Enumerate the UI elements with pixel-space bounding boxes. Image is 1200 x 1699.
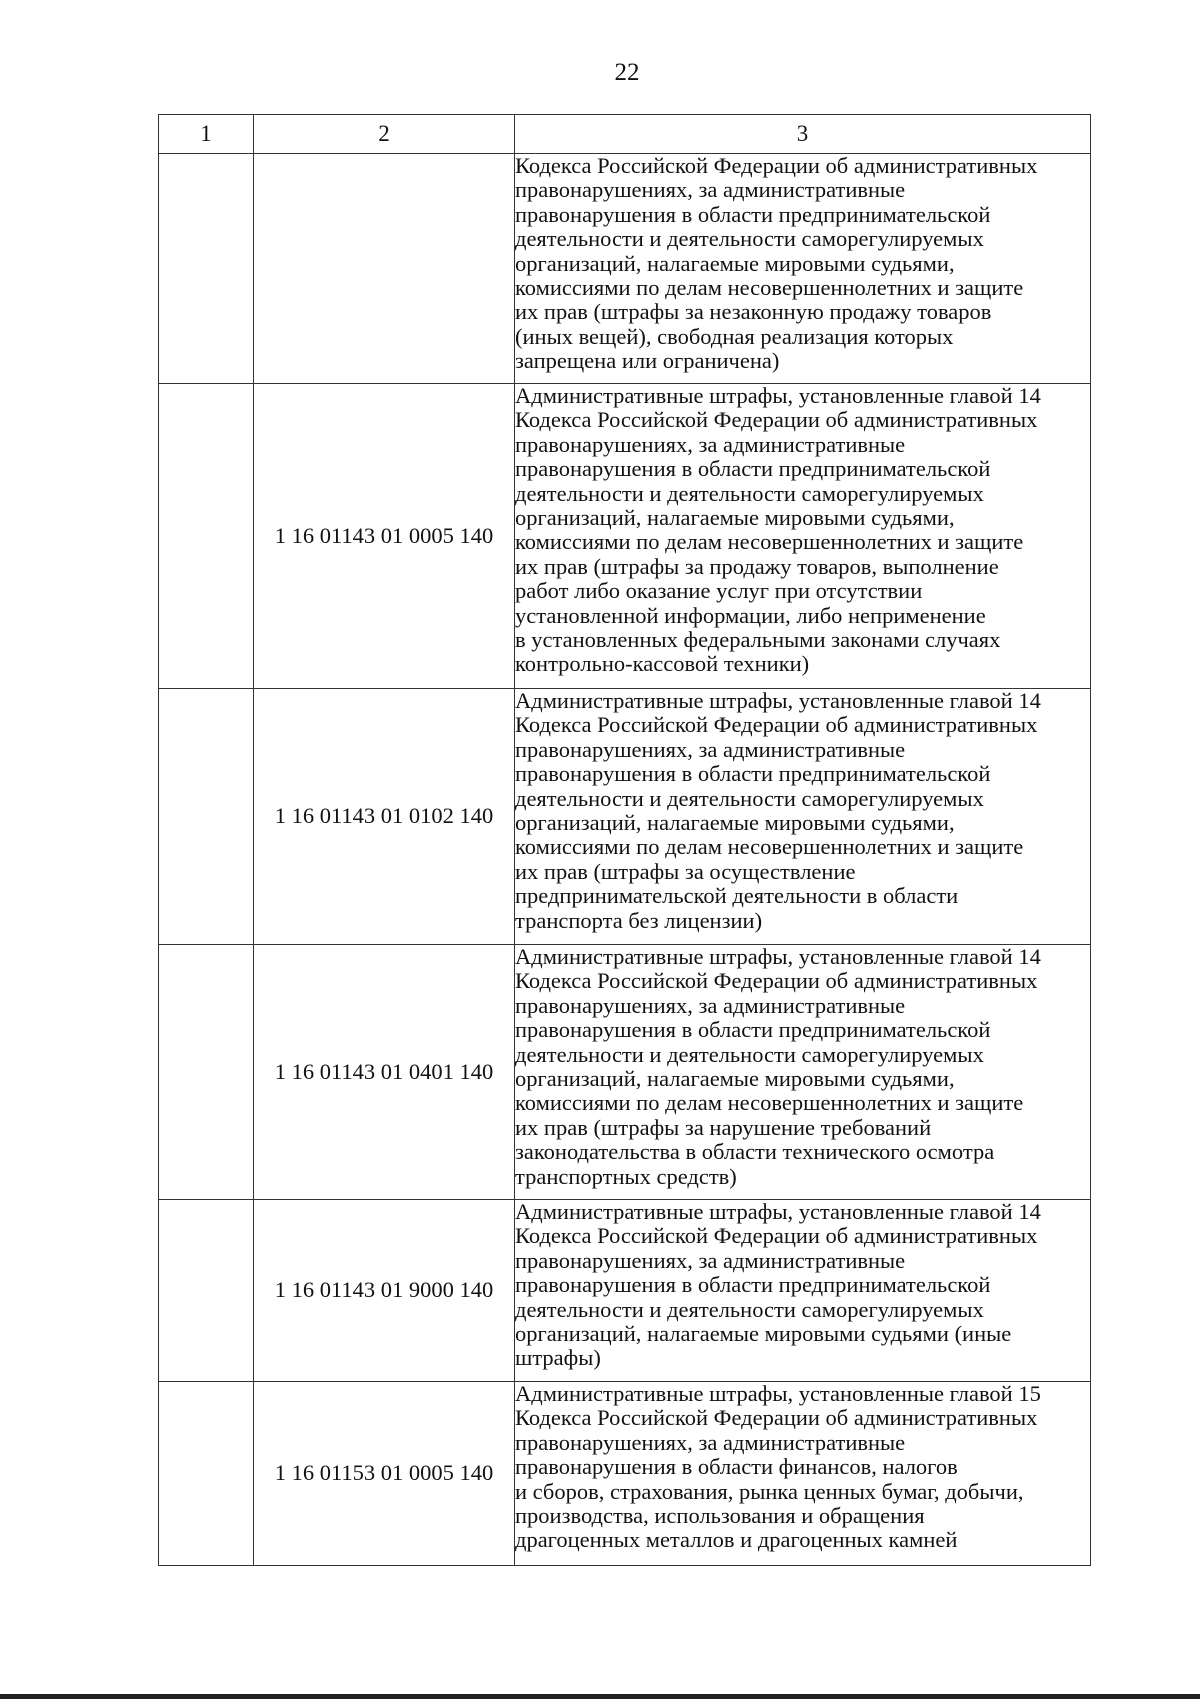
table-row <box>159 154 1091 384</box>
description-cell: Административные штрафы, установленные главой 14 Кодекса Российской Федерации об административных правонарушениях, за административные правонарушения в области предпринимательской деятельности и деятельности саморегулируемых организаций, налагаемые мировыми судьями, комиссиями по делам несовершеннолетних и защите их прав (штрафы за нарушение требований законодательства в области технического осмотра транспортных средств) <box>515 945 1091 1200</box>
description-cell: Административные штрафы, установленные главой 14 Кодекса Российской Федерации об административных правонарушениях, за административные правонарушения в области предпринимательской деятельности и деятельности саморегулируемых организаций, налагаемые мировыми судьями, комиссиями по делам несовершеннолетних и защите их прав (штрафы за осуществление предпринимательской деятельности в области транспорта без лицензии) <box>515 689 1091 945</box>
row-number-cell <box>159 945 254 1200</box>
budget-codes-table <box>158 114 1091 1566</box>
code-cell: 1 16 01143 01 0102 140 <box>254 689 515 945</box>
row-number-cell <box>159 689 254 945</box>
table-row <box>159 1200 1091 1382</box>
table-row <box>159 689 1091 945</box>
row-number-cell <box>159 384 254 689</box>
description-cell: Кодекса Российской Федерации об административных правонарушениях, за административные правонарушения в области предпринимательской деятельности и деятельности саморегулируемых организаций, налагаемые мировыми судьями, комиссиями по делам несовершеннолетних и защите их прав (штрафы за незаконную продажу товаров (иных вещей), свободная реализация которых запрещена или ограничена) <box>515 154 1091 384</box>
code-cell <box>254 154 515 384</box>
row-number-cell <box>159 154 254 384</box>
page-number: 22 <box>614 59 640 86</box>
header-col-2: 2 <box>254 115 515 154</box>
description-cell: Административные штрафы, установленные главой 14 Кодекса Российской Федерации об административных правонарушениях, за административные правонарушения в области предпринимательской деятельности и деятельности саморегулируемых организаций, налагаемые мировыми судьями, комиссиями по делам несовершеннолетних и защите их прав (штрафы за продажу товаров, выполнение работ либо оказание услуг при отсутствии установленной информации, либо неприменение в установленных федеральными законами случаях контрольно-кассовой техники) <box>515 384 1091 689</box>
code-cell: 1 16 01143 01 0401 140 <box>254 945 515 1200</box>
table-header-row <box>159 115 1091 154</box>
scan-bottom-edge <box>0 1694 1200 1699</box>
table-row <box>159 945 1091 1200</box>
table-row <box>159 1382 1091 1566</box>
row-number-cell <box>159 1382 254 1566</box>
code-cell: 1 16 01143 01 9000 140 <box>254 1200 515 1382</box>
code-cell: 1 16 01143 01 0005 140 <box>254 384 515 689</box>
table-row <box>159 384 1091 689</box>
description-cell: Административные штрафы, установленные главой 15 Кодекса Российской Федерации об административных правонарушениях, за административные правонарушения в области финансов, налогов и сборов, страхования, рынка ценных бумаг, добычи, производства, использования и обращения драгоценных металлов и драгоценных камней <box>515 1382 1091 1566</box>
row-number-cell <box>159 1200 254 1382</box>
description-cell: Административные штрафы, установленные главой 14 Кодекса Российской Федерации об административных правонарушениях, за административные правонарушения в области предпринимательской деятельности и деятельности саморегулируемых организаций, налагаемые мировыми судьями (иные штрафы) <box>515 1200 1091 1382</box>
header-col-1: 1 <box>159 115 254 154</box>
code-cell: 1 16 01153 01 0005 140 <box>254 1382 515 1566</box>
header-col-3: 3 <box>515 115 1091 154</box>
